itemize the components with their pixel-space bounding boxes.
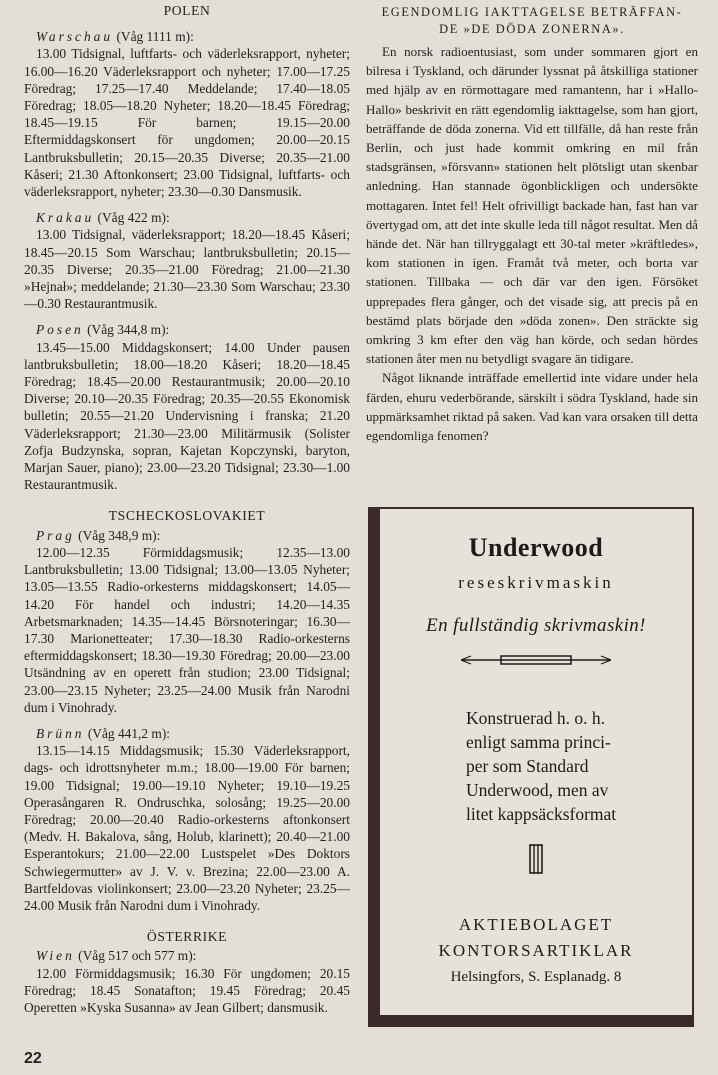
ad-description-line: enligt samma princi- xyxy=(466,732,611,752)
wave-length: (Våg 348,9 m): xyxy=(78,527,161,543)
station-warschau xyxy=(24,28,350,200)
ad-company-line-1: AKTIEBOLAGET xyxy=(458,915,614,934)
station-schedule: 13.00 Tidsignal, luftfarts- och väderleksrapport, nyheter; 16.00—16.20 Väderleksrapport och nyheter; 17.00—17.25 Föredrag; 17.25—17.40 Meddelande; 17.40—18.05 Föredrag; 18.05—18.20 Nyheter; 18.20—18.45 Föredrag; 18.45—19.15 För barnen; 19.15—20.00 Eftermiddagskonsert för ungdomen; 20.00—20.15 Lantbruksbulletin; 20.15—20.35 Diverse; 20.35—21.00 Kåseri; 21.30 Aftonkonsert; 23.00 Tidsignal, luftfarts- och väderleksrapport, nyheter; 23.30—0.30 Dansmusik. xyxy=(24,46,350,200)
station-name: Krakau xyxy=(36,210,95,226)
station-name: Warschau xyxy=(36,29,114,45)
ad-description-line: Underwood, men av xyxy=(466,780,609,800)
section-header-poland: POLEN xyxy=(163,3,211,18)
ornament-mark-icon xyxy=(529,844,543,874)
station-name: Brünn xyxy=(36,725,85,741)
station-name: Wien xyxy=(36,948,75,964)
ad-address: Helsingfors, S. Esplanadg. 8 xyxy=(450,969,622,985)
wave-length: (Våg 441,2 m): xyxy=(87,725,171,741)
article-title-line-2: DE »DE DÖDA ZONERNA». xyxy=(439,22,625,36)
article-title xyxy=(366,4,698,38)
ad-description-line: litet kappsäcksformat xyxy=(466,804,617,824)
station-posen xyxy=(24,321,350,493)
underwood-advertisement xyxy=(368,507,694,1027)
wave-length: (Våg 1111 m): xyxy=(116,29,194,45)
station-name: Posen xyxy=(36,322,84,338)
station-schedule: 13.15—14.15 Middagsmusik; 15.30 Väderleksrapport, dags- och idrottsnyheter m.m.; 18.00—19.00 För barnen; 19.00 Tidsignal; 19.00—19.10 Nyheter; 19.10—19.25 Operasångaren R. Ondruschka, solosång; 19.25—20.00 Föredrag; 20.00—20.40 Radio-orkesterns aftonkonsert (Medv. H. Bakalova, sång, Holub, klarinett); 20.40—21.00 Esperantokurs; 21.00—22.00 Lustspelet »Des Doktors Schwiegermutter» av J. V. v. Brezina; 22.00—23.00 A. Bartfeldovas violinkonsert; 23.00—23.20 Nyheter; 23.25—24.00 Musik från Narodni dum i Vinohrady. xyxy=(24,743,350,913)
radio-program-column xyxy=(24,0,350,1016)
ad-description xyxy=(466,706,692,826)
ornament-divider-icon xyxy=(461,653,611,667)
page-number: 22 xyxy=(24,1050,42,1067)
ad-description-line: per som Standard xyxy=(466,756,589,776)
wave-length: (Våg 422 m): xyxy=(97,210,170,226)
article-paragraph-1: En norsk radioentusiast, som under sommaren gjort en bilresa i Tyskland, och därunder lyssnat på åtskilliga stationer med hjälp av en rörmottagare med ramantenn, har i »Hallo-Hallo» beskrivit en rätt egendomlig iakttagelse, som han gjort, beträffande de döda zonerna. Vid ett tillfälle, då han reste från Berlin, och just hade kommit omkring en mil från stadsgränsen, »försvann» stationen helt plötsligt utan skenbar anledning. Han stannade ögonblickligen och undersökte mottagaren. Intet fel! Helt ofrivilligt backade han, fast han var övertygad om, att det inte skulle leda till något resultat. Men då hände det. När han tillryggalagt ett 30-tal meter »kräftledes», kom stationen in igen. Framåt två meter, och borta var stationen. Tillbaka — och där var den igen. Försöket upprepades flera gånger, och det visade sig, att precis på en bestämd plats började den »döda zonen». Den sträckte sig omkring 3 km efter den väg han körde, och sedan hördes stationen åter men nu betydligt svagare än tidigare. xyxy=(366,44,698,367)
station-schedule: 12.00 Förmiddagsmusik; 16.30 För ungdomen; 20.15 Föredrag; 18.45 Sonatafton; 19.45 Föredrag; 20.45 Operetten »Kyska Susanna» av Jean Gilbert; dansmusik. xyxy=(24,965,350,1015)
section-header-austria: ÖSTERRIKE xyxy=(146,929,228,945)
section-header-czechoslovakia: TSCHECKOSLOVAKIET xyxy=(108,508,266,524)
ad-description-line: Konstruerad h. o. h. xyxy=(466,708,606,728)
article-column xyxy=(366,0,698,445)
station-schedule: 12.00—12.35 Förmiddagsmusik; 12.35—13.00 Lantbruksbulletin; 13.00 Tidsignal; 13.00—13.05 Nyheter; 13.05—13.55 Radio-orkesterns middagskonsert; 14.05—14.20 För handel och industri; 14.20—14.35 Arbetsmarknaden; 14.35—14.45 Börsnoteringar; 16.30—17.30 Marionetteater; 17.30—18.30 Radio-orkesterns eftermiddagskonsert; 18.30—19.30 Föredrag; 20.00—23.00 Utsändning av en operett från studion; 23.00 Tidsignal; 23.00—23.15 Nyheter; 23.25—24.00 Musik från Narodni dum i Vinohrady. xyxy=(24,544,350,715)
article-title-line-1: EGENDOMLIG IAKTTAGELSE BETRÄFFAN- xyxy=(381,5,683,19)
station-brunn xyxy=(24,725,350,914)
ad-company-line-2: KONTORSARTIKLAR xyxy=(438,941,634,960)
station-wien xyxy=(24,947,350,1016)
station-name: Prag xyxy=(36,527,75,543)
station-prag xyxy=(24,527,350,716)
wave-length: (Våg 344,8 m): xyxy=(87,322,170,338)
article-paragraph-2: Något liknande inträffade emellertid inte vidare under hela färden, ehuru vederbörande, särskilt i södra Tyskland, hade sin uppmärksamhet riktad på saken. Vad kan vara orsaken till detta egendomliga fenomen? xyxy=(366,370,698,444)
station-krakau xyxy=(24,209,350,312)
station-schedule: 13.45—15.00 Middagskonsert; 14.00 Under pausen lantbruksbulletin; 18.00—18.20 Kåseri; 18.20—18.45 Föredrag; 18.45—20.00 Restaurantmusik; 20.00—20.10 Diverse; 20.10—20.35 Föredrag; 20.35—20.55 Ekonomisk bulletin; 20.55—21.20 Undervisning i franska; 21.20 Väderleksrapport; 21.30—23.00 Militärmusik (Solister Zofja Budzynska, sopran, Kajetan Kopczynski, baryton, Marjan Sauer, piano); 23.00—23.20 Tidsignal; 23.30—1.00 Restaurantmusik. xyxy=(24,339,350,493)
station-schedule: 13.00 Tidsignal, väderleksrapport; 18.20—18.45 Kåseri; 18.45—20.15 Som Warschau; lantbruksbulletin; 20.15—20.35 Diverse; 20.35—21.00 Föredrag; 21.00—21.30 »Hejnał»; meddelande; 21.30—23.30 Som Warschau; 23.30—0.30 Restaurantmusik. xyxy=(24,227,350,312)
ad-product-type: reseskrivmaskin xyxy=(458,573,614,592)
ad-slogan: En fullständig skrivmaskin! xyxy=(426,615,646,636)
ad-brand: Underwood xyxy=(468,533,604,562)
wave-length: (Våg 517 och 577 m): xyxy=(78,948,197,964)
